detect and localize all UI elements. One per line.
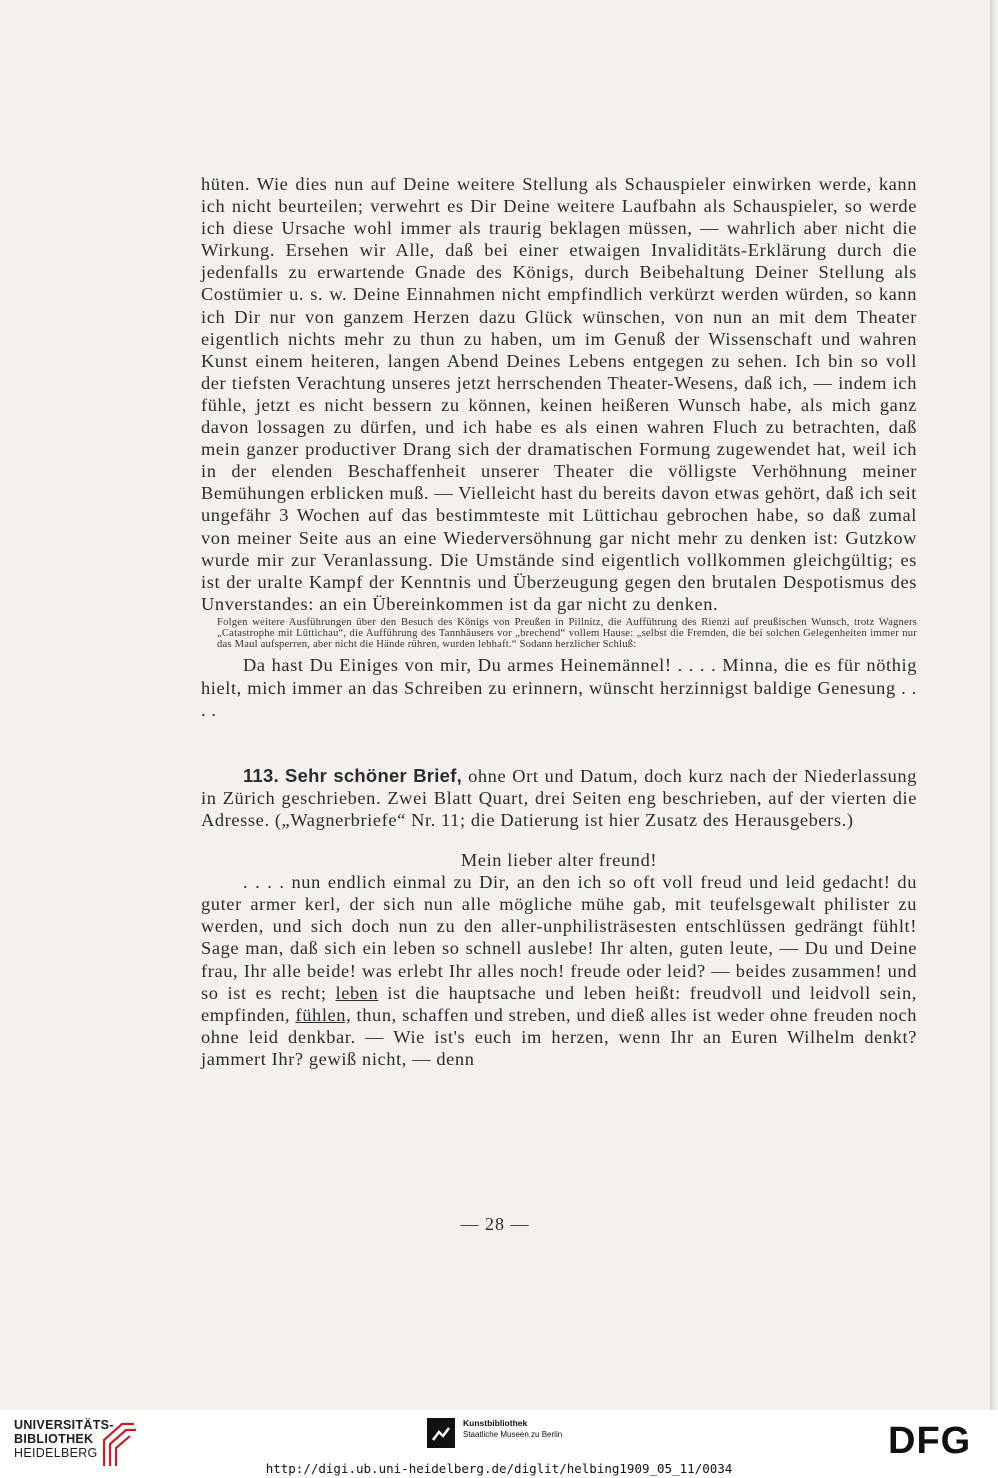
- entry-number: 113.: [243, 764, 279, 786]
- underlined-word-leben: leben: [335, 982, 379, 1003]
- kunstbibliothek-mark-icon: [427, 1418, 455, 1448]
- ub-line-2: BIBLIOTHEK: [14, 1432, 94, 1446]
- kb-title: Kunstbibliothek: [463, 1418, 528, 1428]
- page-body: [201, 173, 917, 1070]
- source-url[interactable]: http://digi.ub.uni-heidelberg.de/diglit/helbing1909_05_11/0034: [265, 1461, 733, 1476]
- entry-title: Sehr schöner Brief,: [285, 764, 463, 786]
- page-number: — 28 —: [460, 1214, 530, 1234]
- footnote: Folgen weitere Ausführungen über den Besuch des Königs von Preußen in Pillnitz, die Aufführung des Rienzi auf preußischen Wunsch, trotz Wagners „Catastrophe mit Lüttichau“, die Aufführung des Tannhäusers vor „brechend“ vollem Hause: „selbst die Fremden, die bei solchen Gelegenheiten immer nur das Maul aufsperren, aber nicht die Hände rühren, wurden lebhaft.“ Sodann herzlicher Schluß:: [217, 616, 917, 651]
- body-paragraph: hüten. Wie dies nun auf Deine weitere Stellung als Schauspieler einwirken werde, kann ich nicht beurteilen; verwehrt es Dir Deine weitere Laufbahn als Schauspieler, so werde ich diese Ursache wohl immer als traurig beklagen müssen, — wahrlich aber nicht die Wirkung. Ersehen wir Alle, daß bei einer etwaigen Invaliditäts-Erklärung durch die jedenfalls zu erwartende Gnade des Königs, durch Beibehaltung Deiner Stellung als Costümier u. s. w. Deine Einnahmen nicht empfindlich verkürzt werden würden, so kann ich Dir nur von ganzem Herzen dazu Glück wünschen, von nun an mit dem Theater eigentlich nichts mehr zu thun zu haben, um im Genuß der Wissenschaft und wahren Kunst einem heiteren, langen Abend Deines Lebens entgegen zu sehen. Ich bin so voll der tiefsten Verachtung unseres jetzt herrschenden Theater-Wesens, daß ich, — indem ich fühle, jetzt es nicht bessern zu können, keinen heißeren Wunsch habe, als mich ganz davon lossagen zu dürfen, und ich habe es als einen wahren Fluch zu betrachten, daß mein ganzer productiver Drang sich der dramatischen Formung zugewendet hat, weil ich in der elenden Beschaffenheit unserer Theater die völligste Verhöhnung meiner Bemühungen erblicken muß. — Vielleicht hast du bereits davon etwas gehört, daß ich seit ungefähr 3 Wochen auf das bestimmteste mit Lüttichau gebrochen habe, so daß zumal von meiner Seite aus an eine Wiederversöhnung gar nicht mehr zu denken ist: Gutzkow wurde mir zur Veranlassung. Die Umstände sind eigentlich vollkommen gleichgültig; es ist der uralte Kampf der Kenntnis und Überzeugung gegen den brutalen Despotismus des Unverstandes: an ein Übereinkommen ist da gar nicht zu denken.: [201, 174, 917, 614]
- letter-text: . . . . nun endlich einmal zu Dir, an den ich so oft voll freud und leid gedacht! du guter armer kerl, der sich nun alle mögliche mühe gab, mit teufelsgewalt philister zu werden, und sich doch nun zu den aller-unphilisträsesten entschlüssen gedrängt fühlt! Sage man, daß sich ein leben so schnell auslebe! Ihr alten, guten leute, — Du und Deine frau, Ihr alle beide! was erlebt Ihr alles noch! freude oder leid? — beides zusammen! und so ist es recht; leben ist die hauptsache und leben heißt: freudvoll und leidvoll sein, empfinden, fühlen, thun, schaffen und streben, und dieß alles ist weder ohne freuden noch ohne leid denkbar. — Wie ist's euch im herzen, wenn Ihr an Euren Wilhelm denkt? jammert Ihr? gewiß nicht, — denn: [201, 872, 918, 1069]
- closing-paragraph: Da hast Du Einiges von mir, Du armes Heinemännel! . . . . Minna, die es für nöthig hielt, mich immer an das Schreiben zu erinnern, wünscht herzinnigst baldige Genesung . . . .: [201, 655, 917, 720]
- catalog-entry: [201, 765, 917, 831]
- kb-subtitle: Staatliche Museen zu Berlin: [463, 1430, 563, 1439]
- footer-bar: [0, 1410, 998, 1478]
- ub-heidelberg-logo[interactable]: [14, 1418, 114, 1460]
- ub-line-1: UNIVERSITÄTS-: [14, 1418, 114, 1432]
- letter-salutation: Mein lieber alter freund!: [460, 850, 658, 871]
- underlined-word-fuehlen: fühlen,: [295, 1004, 352, 1025]
- dfg-logo[interactable]: DFG: [888, 1420, 972, 1462]
- entry-description: ohne Ort und Datum, doch kurz nach der Niederlassung in Zürich geschrieben. Zwei Blatt Quart, drei Seiten eng beschrieben, auf der vierten die Adresse. („Wagnerbriefe“ Nr. 11; die Datierung ist hier Zusatz des Herausgebers.): [201, 765, 917, 830]
- scan-edge: [990, 0, 998, 1410]
- ub-line-3: HEIDELBERG: [14, 1446, 98, 1460]
